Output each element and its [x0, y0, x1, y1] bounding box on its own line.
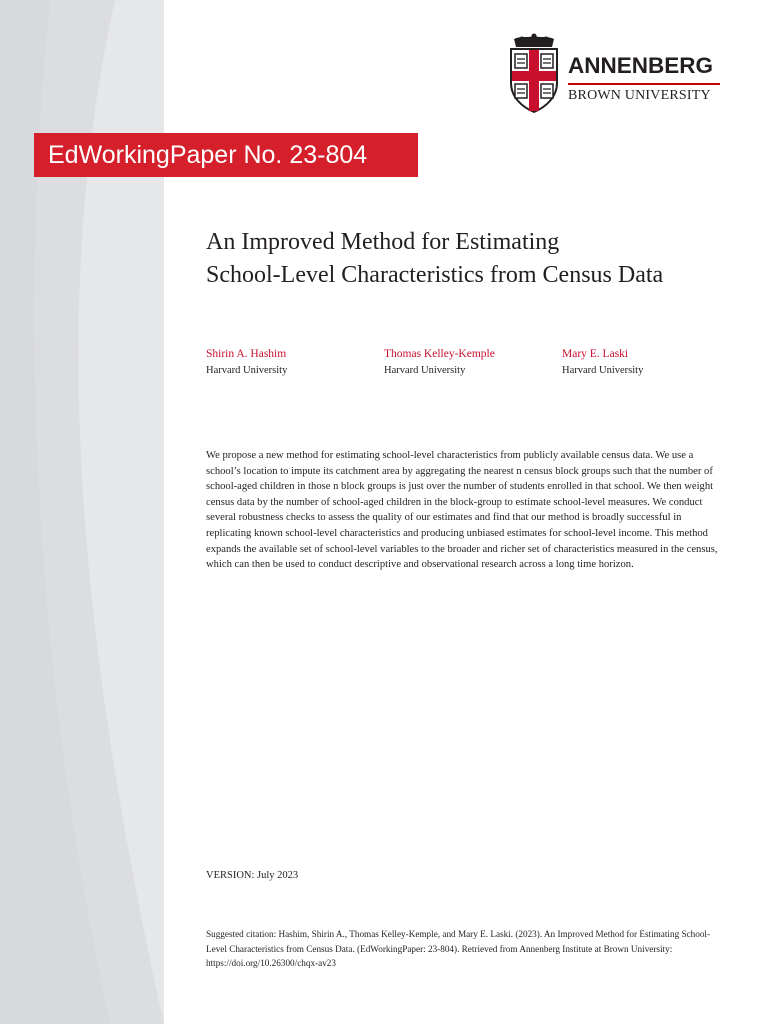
abstract-text: We propose a new method for estimating school-level characteristics from publicly available census data. We use a school’s location to impute its catchment area by aggregating the nearest n census block groups such that the number of school-aged children in those n block groups is just over the number of students enrolled in that school. We then weight census data by the number of school-aged children in the block-group to estimate school-level measures. We conduct several robustness checks to assess the quality of our estimates and find that our method is broadly successful in replicating known school-level characteristics and producing unbiased estimates for school-level income. This method expands the available set of school-level variables to the broader and richer set of characteristics measured in the census, which can then be used to conduct descriptive and observational research across a long time horizon.	[206, 450, 718, 571]
author-name: Thomas Kelley-Kemple	[384, 348, 495, 360]
author-affiliation: Harvard University	[562, 365, 644, 376]
author-1	[206, 347, 376, 378]
annenberg-logo	[508, 33, 723, 115]
author-3	[562, 347, 732, 378]
author-2	[384, 347, 554, 378]
title-line-2: School-Level Characteristics from Census Data	[206, 262, 664, 288]
suggested-citation: Suggested citation: Hashim, Shirin A., Thomas Kelley-Kemple, and Mary E. Laski. (2023). An Improved Method for Estimating School-Level Characteristics from Census Data. (EdWorkingPaper: 23-804). Retrieved from Annenberg Institute at Brown University: https://doi.org/10.26300/chqx-av23	[206, 929, 711, 969]
version-label: VERSION: July 2023	[206, 870, 299, 881]
logo-name: ANNENBERG	[568, 53, 714, 78]
author-affiliation: Harvard University	[384, 365, 466, 376]
logo-subtitle: BROWN UNIVERSITY	[568, 88, 711, 103]
author-name: Mary E. Laski	[562, 348, 629, 360]
brown-university-shield-icon	[508, 33, 560, 113]
author-name: Shirin A. Hashim	[206, 348, 287, 360]
author-affiliation: Harvard University	[206, 365, 288, 376]
paper-title	[206, 226, 746, 292]
title-line-1: An Improved Method for Estimating	[206, 229, 560, 255]
working-paper-banner: EdWorkingPaper No. 23-804	[34, 133, 418, 177]
logo-divider	[568, 83, 720, 85]
